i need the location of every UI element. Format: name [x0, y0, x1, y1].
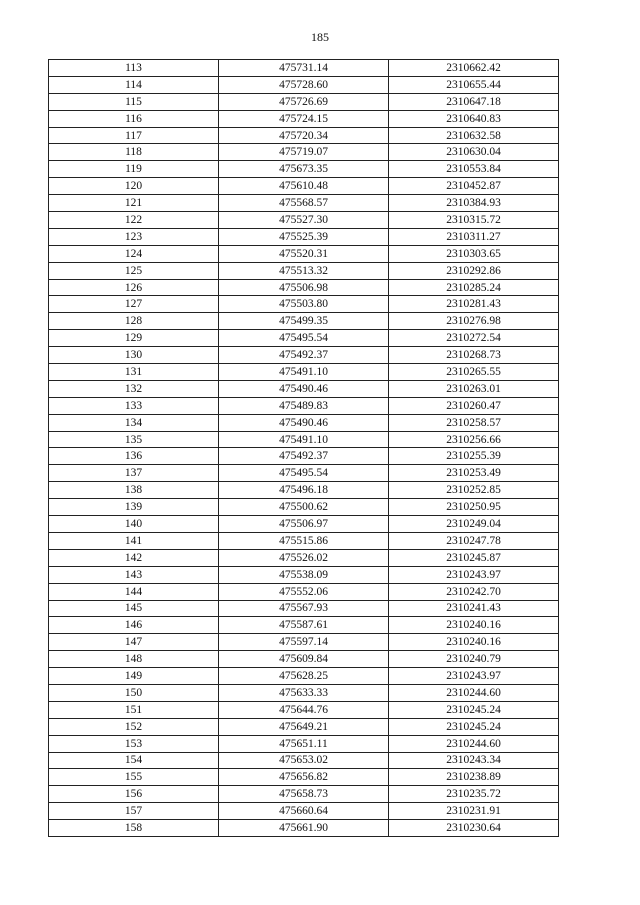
y-coordinate-cell: 2310245.24 [389, 701, 559, 718]
point-number-cell: 117 [49, 127, 219, 144]
x-coordinate-cell: 475609.84 [219, 651, 389, 668]
table-row [49, 735, 559, 752]
x-coordinate-cell: 475567.93 [219, 600, 389, 617]
y-coordinate-cell: 2310249.04 [389, 516, 559, 533]
point-number-cell: 146 [49, 617, 219, 634]
x-coordinate-cell: 475726.69 [219, 93, 389, 110]
y-coordinate-cell: 2310231.91 [389, 803, 559, 820]
x-coordinate-cell: 475649.21 [219, 718, 389, 735]
y-coordinate-cell: 2310263.01 [389, 380, 559, 397]
table-row [49, 228, 559, 245]
x-coordinate-cell: 475491.10 [219, 431, 389, 448]
table-row [49, 617, 559, 634]
table-row [49, 380, 559, 397]
table-row [49, 279, 559, 296]
x-coordinate-cell: 475597.14 [219, 634, 389, 651]
table-row [49, 701, 559, 718]
table-row [49, 347, 559, 364]
point-number-cell: 120 [49, 178, 219, 195]
x-coordinate-cell: 475520.31 [219, 245, 389, 262]
table-row [49, 448, 559, 465]
page-number: 185 [311, 30, 329, 44]
table-row [49, 178, 559, 195]
point-number-cell: 114 [49, 76, 219, 93]
table-row [49, 245, 559, 262]
point-number-cell: 151 [49, 701, 219, 718]
x-coordinate-cell: 475503.80 [219, 296, 389, 313]
x-coordinate-cell: 475610.48 [219, 178, 389, 195]
y-coordinate-cell: 2310256.66 [389, 431, 559, 448]
table-row [49, 397, 559, 414]
x-coordinate-cell: 475628.25 [219, 668, 389, 685]
point-number-cell: 125 [49, 262, 219, 279]
table-row [49, 330, 559, 347]
x-coordinate-cell: 475506.98 [219, 279, 389, 296]
table-row [49, 600, 559, 617]
y-coordinate-cell: 2310272.54 [389, 330, 559, 347]
x-coordinate-cell: 475526.02 [219, 549, 389, 566]
y-coordinate-cell: 2310632.58 [389, 127, 559, 144]
y-coordinate-cell: 2310255.39 [389, 448, 559, 465]
y-coordinate-cell: 2310285.24 [389, 279, 559, 296]
y-coordinate-cell: 2310640.83 [389, 110, 559, 127]
y-coordinate-cell: 2310240.16 [389, 617, 559, 634]
point-number-cell: 158 [49, 820, 219, 837]
point-number-cell: 123 [49, 228, 219, 245]
table-row [49, 110, 559, 127]
point-number-cell: 152 [49, 718, 219, 735]
table-row [49, 651, 559, 668]
y-coordinate-cell: 2310276.98 [389, 313, 559, 330]
x-coordinate-cell: 475673.35 [219, 161, 389, 178]
x-coordinate-cell: 475724.15 [219, 110, 389, 127]
y-coordinate-cell: 2310260.47 [389, 397, 559, 414]
y-coordinate-cell: 2310240.16 [389, 634, 559, 651]
x-coordinate-cell: 475658.73 [219, 786, 389, 803]
x-coordinate-cell: 475499.35 [219, 313, 389, 330]
point-number-cell: 140 [49, 516, 219, 533]
y-coordinate-cell: 2310311.27 [389, 228, 559, 245]
y-coordinate-cell: 2310244.60 [389, 684, 559, 701]
table-row [49, 212, 559, 229]
x-coordinate-cell: 475527.30 [219, 212, 389, 229]
table-row [49, 482, 559, 499]
table-row [49, 195, 559, 212]
point-number-cell: 137 [49, 465, 219, 482]
y-coordinate-cell: 2310553.84 [389, 161, 559, 178]
point-number-cell: 131 [49, 364, 219, 381]
point-number-cell: 134 [49, 414, 219, 431]
y-coordinate-cell: 2310250.95 [389, 499, 559, 516]
x-coordinate-cell: 475552.06 [219, 583, 389, 600]
x-coordinate-cell: 475513.32 [219, 262, 389, 279]
table-row [49, 532, 559, 549]
point-number-cell: 128 [49, 313, 219, 330]
table-row [49, 364, 559, 381]
x-coordinate-cell: 475490.46 [219, 380, 389, 397]
y-coordinate-cell: 2310247.78 [389, 532, 559, 549]
x-coordinate-cell: 475490.46 [219, 414, 389, 431]
y-coordinate-cell: 2310241.43 [389, 600, 559, 617]
table-row [49, 516, 559, 533]
point-number-cell: 153 [49, 735, 219, 752]
table-row [49, 668, 559, 685]
table-row [49, 803, 559, 820]
y-coordinate-cell: 2310245.87 [389, 549, 559, 566]
point-number-cell: 141 [49, 532, 219, 549]
y-coordinate-cell: 2310281.43 [389, 296, 559, 313]
table-row [49, 431, 559, 448]
point-number-cell: 126 [49, 279, 219, 296]
y-coordinate-cell: 2310630.04 [389, 144, 559, 161]
point-number-cell: 150 [49, 684, 219, 701]
y-coordinate-cell: 2310662.42 [389, 60, 559, 77]
x-coordinate-cell: 475506.97 [219, 516, 389, 533]
point-number-cell: 130 [49, 347, 219, 364]
table-row [49, 718, 559, 735]
x-coordinate-cell: 475731.14 [219, 60, 389, 77]
y-coordinate-cell: 2310240.79 [389, 651, 559, 668]
x-coordinate-cell: 475500.62 [219, 499, 389, 516]
point-number-cell: 133 [49, 397, 219, 414]
y-coordinate-cell: 2310243.34 [389, 752, 559, 769]
table-row [49, 786, 559, 803]
table-row [49, 313, 559, 330]
point-number-cell: 132 [49, 380, 219, 397]
x-coordinate-cell: 475720.34 [219, 127, 389, 144]
y-coordinate-cell: 2310244.60 [389, 735, 559, 752]
x-coordinate-cell: 475660.64 [219, 803, 389, 820]
x-coordinate-cell: 475719.07 [219, 144, 389, 161]
y-coordinate-cell: 2310292.86 [389, 262, 559, 279]
y-coordinate-cell: 2310245.24 [389, 718, 559, 735]
point-number-cell: 135 [49, 431, 219, 448]
point-number-cell: 124 [49, 245, 219, 262]
x-coordinate-cell: 475644.76 [219, 701, 389, 718]
x-coordinate-cell: 475651.11 [219, 735, 389, 752]
y-coordinate-cell: 2310384.93 [389, 195, 559, 212]
x-coordinate-cell: 475653.02 [219, 752, 389, 769]
point-number-cell: 155 [49, 769, 219, 786]
x-coordinate-cell: 475587.61 [219, 617, 389, 634]
y-coordinate-cell: 2310243.97 [389, 668, 559, 685]
table-row [49, 127, 559, 144]
x-coordinate-cell: 475661.90 [219, 820, 389, 837]
y-coordinate-cell: 2310243.97 [389, 566, 559, 583]
coordinates-table-body [49, 60, 559, 837]
y-coordinate-cell: 2310315.72 [389, 212, 559, 229]
point-number-cell: 113 [49, 60, 219, 77]
table-row [49, 296, 559, 313]
point-number-cell: 148 [49, 651, 219, 668]
point-number-cell: 118 [49, 144, 219, 161]
table-row [49, 752, 559, 769]
y-coordinate-cell: 2310452.87 [389, 178, 559, 195]
x-coordinate-cell: 475495.54 [219, 465, 389, 482]
x-coordinate-cell: 475656.82 [219, 769, 389, 786]
table-row [49, 820, 559, 837]
point-number-cell: 115 [49, 93, 219, 110]
point-number-cell: 156 [49, 786, 219, 803]
coordinates-table [48, 59, 559, 837]
table-row [49, 465, 559, 482]
x-coordinate-cell: 475492.37 [219, 347, 389, 364]
point-number-cell: 138 [49, 482, 219, 499]
point-number-cell: 142 [49, 549, 219, 566]
point-number-cell: 154 [49, 752, 219, 769]
point-number-cell: 144 [49, 583, 219, 600]
x-coordinate-cell: 475495.54 [219, 330, 389, 347]
point-number-cell: 157 [49, 803, 219, 820]
y-coordinate-cell: 2310303.65 [389, 245, 559, 262]
table-row [49, 161, 559, 178]
point-number-cell: 119 [49, 161, 219, 178]
y-coordinate-cell: 2310253.49 [389, 465, 559, 482]
x-coordinate-cell: 475515.86 [219, 532, 389, 549]
table-row [49, 76, 559, 93]
point-number-cell: 139 [49, 499, 219, 516]
point-number-cell: 143 [49, 566, 219, 583]
point-number-cell: 129 [49, 330, 219, 347]
point-number-cell: 147 [49, 634, 219, 651]
table-row [49, 634, 559, 651]
y-coordinate-cell: 2310230.64 [389, 820, 559, 837]
x-coordinate-cell: 475538.09 [219, 566, 389, 583]
x-coordinate-cell: 475728.60 [219, 76, 389, 93]
point-number-cell: 121 [49, 195, 219, 212]
y-coordinate-cell: 2310265.55 [389, 364, 559, 381]
x-coordinate-cell: 475496.18 [219, 482, 389, 499]
table-row [49, 414, 559, 431]
x-coordinate-cell: 475525.39 [219, 228, 389, 245]
y-coordinate-cell: 2310242.70 [389, 583, 559, 600]
point-number-cell: 149 [49, 668, 219, 685]
table-row [49, 262, 559, 279]
point-number-cell: 136 [49, 448, 219, 465]
x-coordinate-cell: 475489.83 [219, 397, 389, 414]
table-row [49, 566, 559, 583]
table-row [49, 684, 559, 701]
y-coordinate-cell: 2310655.44 [389, 76, 559, 93]
x-coordinate-cell: 475491.10 [219, 364, 389, 381]
y-coordinate-cell: 2310252.85 [389, 482, 559, 499]
point-number-cell: 122 [49, 212, 219, 229]
x-coordinate-cell: 475568.57 [219, 195, 389, 212]
table-row [49, 499, 559, 516]
y-coordinate-cell: 2310268.73 [389, 347, 559, 364]
point-number-cell: 145 [49, 600, 219, 617]
y-coordinate-cell: 2310647.18 [389, 93, 559, 110]
table-row [49, 144, 559, 161]
y-coordinate-cell: 2310238.89 [389, 769, 559, 786]
x-coordinate-cell: 475633.33 [219, 684, 389, 701]
y-coordinate-cell: 2310235.72 [389, 786, 559, 803]
x-coordinate-cell: 475492.37 [219, 448, 389, 465]
point-number-cell: 127 [49, 296, 219, 313]
point-number-cell: 116 [49, 110, 219, 127]
table-row [49, 60, 559, 77]
table-row [49, 583, 559, 600]
y-coordinate-cell: 2310258.57 [389, 414, 559, 431]
table-row [49, 549, 559, 566]
table-row [49, 769, 559, 786]
table-row [49, 93, 559, 110]
